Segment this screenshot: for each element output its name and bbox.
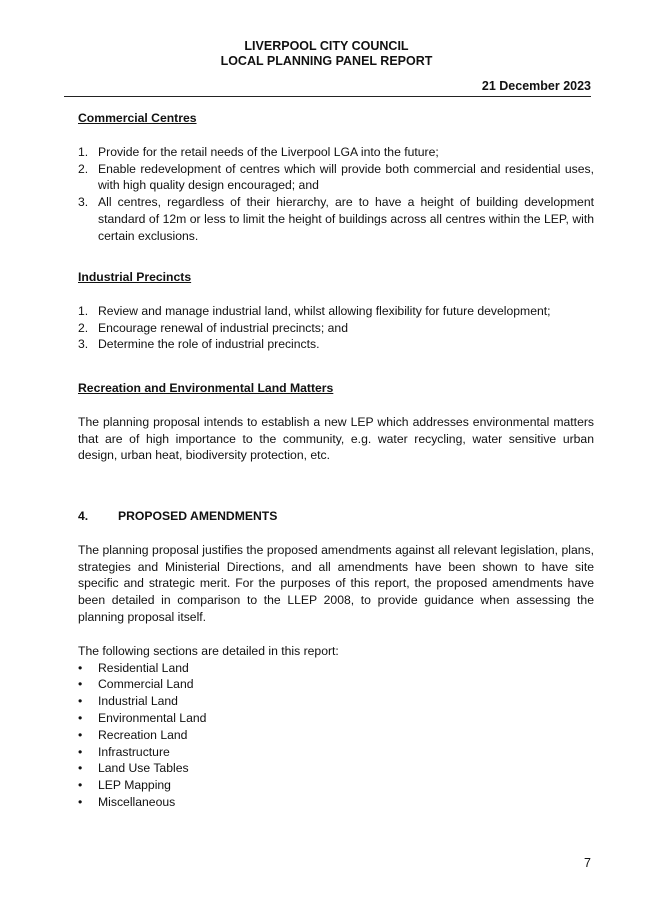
list-item: • LEP Mapping (78, 778, 171, 793)
list-item: 3. All centres, regardless of their hierarchy, are to have a height of building development standard of 12m or less to limit the height of buildings across all centres within the LEP, with certain exclusions. (78, 195, 594, 243)
list-item: • Recreation Land (78, 727, 188, 742)
proposed-amendments-paragraph: The planning proposal justifies the proposed amendments against all relevant legislation, plans, strategies and Ministerial Directions, and all amendments have been shown to have site specific and strategic merit. For the purposes of this report, the proposed amendments have been detailed in comparison to the LLEP 2008, to provide guidance when assessing the planning proposal itself. (78, 542, 594, 624)
list-item: 2. Encourage renewal of industrial precincts; and (78, 320, 348, 335)
sections-list (78, 660, 594, 811)
recreation-environmental-heading: Recreation and Environmental Land Matters (78, 381, 334, 395)
industrial-precincts-section (78, 269, 594, 353)
section-heading (78, 508, 594, 525)
recreation-environmental-section (78, 380, 594, 464)
list-item: • Environmental Land (78, 710, 207, 725)
header-divider (64, 96, 591, 97)
list-item: 3. Determine the role of industrial precincts. (78, 337, 320, 352)
list-item: • Commercial Land (78, 677, 194, 692)
industrial-precincts-heading: Industrial Precincts (78, 270, 192, 284)
sections-list-intro: The following sections are detailed in this report: (78, 643, 339, 658)
section-number: 4. (78, 509, 89, 523)
list-item: • Land Use Tables (78, 761, 189, 776)
list-item: • Residential Land (78, 660, 189, 675)
recreation-environmental-paragraph: The planning proposal intends to establish a new LEP which addresses environmental matters that are of high importance to the community, e.g. water recycling, water sensitive urban design, urban heat, biodiversity protection, etc. (78, 414, 594, 463)
section-title: PROPOSED AMENDMENTS (118, 509, 278, 523)
report-header-line2: LOCAL PLANNING PANEL REPORT (220, 54, 433, 68)
proposed-amendments-section (78, 508, 594, 811)
list-item: • Infrastructure (78, 744, 170, 759)
page-number: 7 (584, 856, 591, 870)
commercial-centres-heading: Commercial Centres (78, 111, 197, 125)
report-date: 21 December 2023 (481, 79, 591, 93)
list-item: 1. Review and manage industrial land, whilst allowing flexibility for future development; (78, 303, 551, 318)
list-item: 2. Enable redevelopment of centres which will provide both commercial and residential uses, with high quality design encouraged; and (78, 161, 594, 193)
industrial-precincts-list (78, 303, 594, 353)
list-item: • Industrial Land (78, 694, 178, 709)
list-item: 1. Provide for the retail needs of the Liverpool LGA into the future; (78, 144, 439, 159)
report-header-line1: LIVERPOOL CITY COUNCIL (244, 39, 409, 53)
commercial-centres-section (78, 110, 594, 245)
commercial-centres-list (78, 144, 594, 245)
list-item: • Miscellaneous (78, 794, 176, 809)
